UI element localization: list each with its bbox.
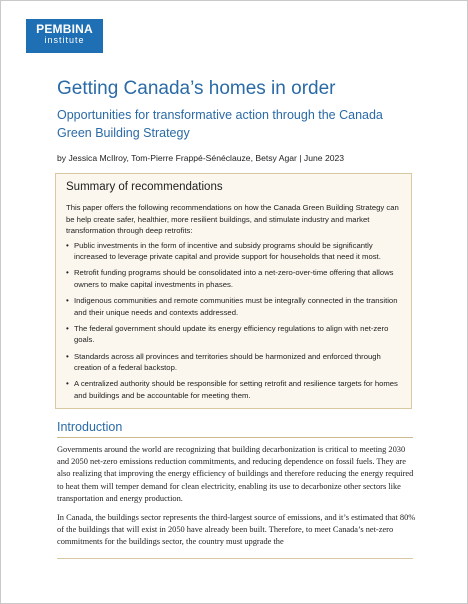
paragraph: Governments around the world are recognizing that building decarbonization is critical to meeting 2030 and 2050 net-zero emissions reduction commitments, and reducing dependence on fossil fuels. They are also realizing that improving the energy efficiency of buildings and therefore reducing the energy required to heat them will temper demand for clean electricity, enabling its use to decarbonize other sectors like transportation and energy production.: [57, 445, 414, 503]
bullet-icon: •: [66, 240, 69, 250]
page-bottom-divider: [57, 558, 413, 559]
recommendation-item: • Standards across all provinces and territories should be harmonized and enforced through creation of a federal backstop.: [66, 351, 381, 373]
paragraph: In Canada, the buildings sector represents the third-largest source of emissions, and it’s estimated that 80% of the buildings that will exist in 2050 have already been built. Therefore, to meet Canada’s net-zero commitments for the buildings sector, the country must upgrade the: [57, 513, 416, 547]
section-divider: [57, 437, 413, 438]
document-subtitle: Opportunities for transformative action through the Canada Green Building Strategy: [57, 108, 383, 140]
summary-box: [55, 173, 412, 409]
recommendation-item: • A centralized authority should be responsible for setting retrofit and resilience targets for homes and buildings and be accountable for meeting them.: [66, 379, 398, 400]
document-title: Getting Canada’s homes in order: [57, 78, 336, 99]
logo-subname: institute: [44, 35, 85, 45]
bullet-icon: •: [66, 351, 69, 361]
recommendation-item: • The federal government should update its energy efficiency regulations to align with net-zero goals.: [66, 323, 389, 345]
recommendation-item: • Indigenous communities and remote communities must be integrally connected in the transition and their unique needs and contexts addressed.: [66, 296, 398, 317]
bullet-icon: •: [66, 323, 69, 333]
bullet-icon: •: [66, 296, 69, 306]
recommendation-item: • Public investments in the form of incentive and subsidy programs should be significantly increased to leverage private capital and provide support for households that need it most.: [66, 240, 381, 262]
bullet-icon: •: [66, 379, 69, 389]
summary-heading: Summary of recommendations: [66, 181, 223, 193]
logo-name: PEMBINA: [36, 22, 93, 36]
recommendation-item: • Retrofit funding programs should be consolidated into a net-zero-over-time offering that allows owners to make capital investments in phases.: [66, 268, 394, 290]
pembina-logo: [26, 19, 103, 53]
byline: by Jessica McIlroy, Tom-Pierre Frappé-Sénéclauze, Betsy Agar | June 2023: [57, 153, 345, 163]
introduction-heading: Introduction: [57, 420, 123, 434]
introduction-body: [57, 444, 417, 556]
recommendations-list: [66, 240, 402, 402]
summary-intro: This paper offers the following recommendations on how the Canada Green Building Strategy can be help create safer, healthier, more resilient buildings, and stimulate industry and market transformation through deep retrofits:: [66, 203, 399, 236]
bullet-icon: •: [66, 268, 69, 278]
